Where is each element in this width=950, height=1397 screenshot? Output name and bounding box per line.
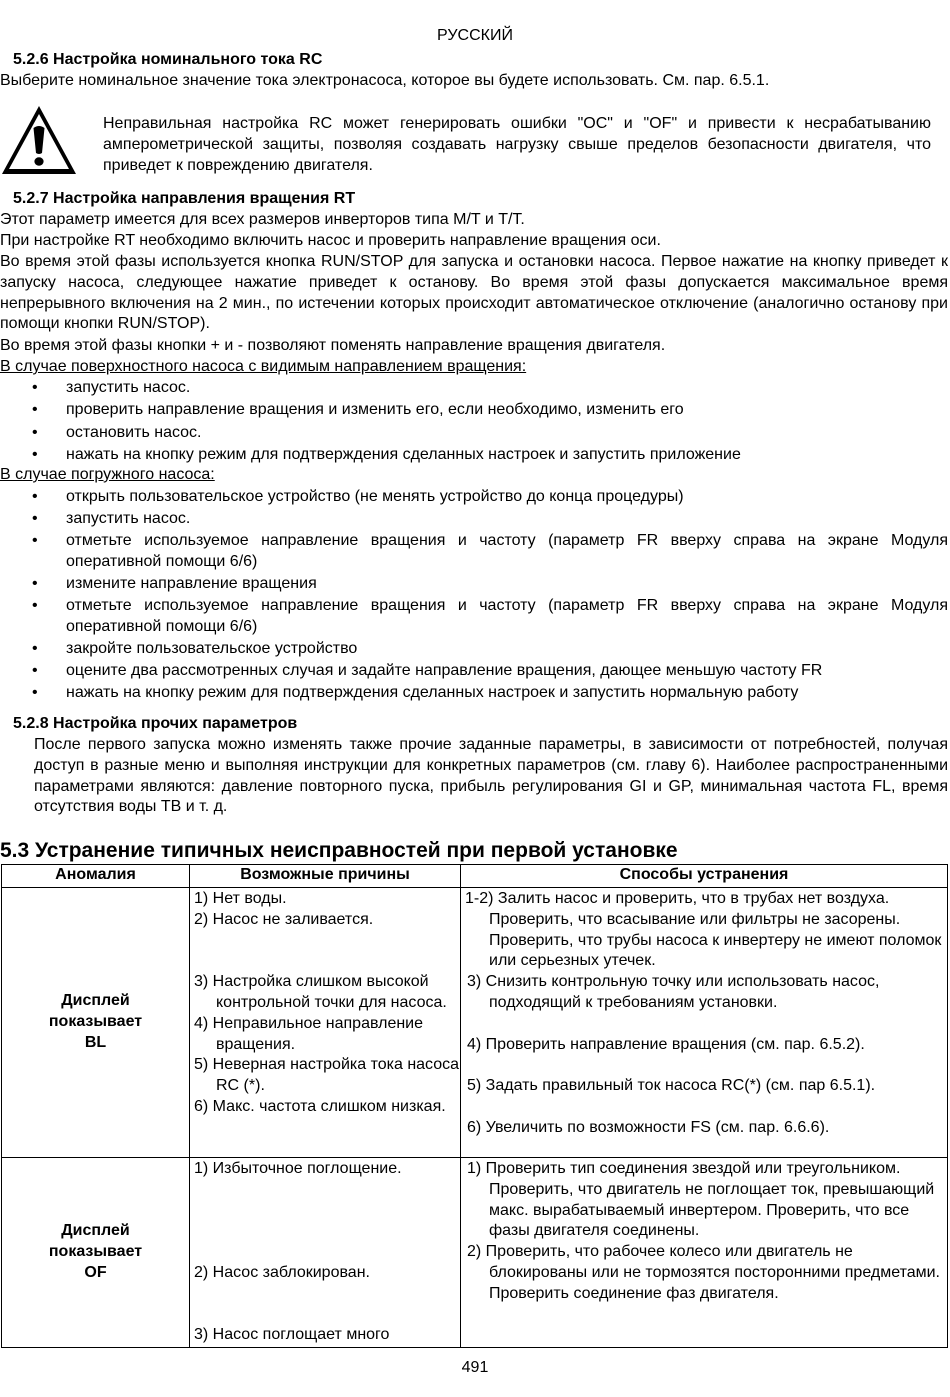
fix-item: 6) Увеличить по возможности FS (см. пар. 6.6.6). (467, 1118, 830, 1136)
section-5-2-7-p1: Этот параметр имеется для всех размеров инверторов типа M/T и T/T. (0, 211, 525, 228)
anomaly-code: BL (84, 1033, 107, 1051)
submersible-pump-list (0, 487, 948, 704)
surface-pump-heading (0, 357, 948, 378)
list-item: • закройте пользовательское устройство (0, 639, 948, 660)
section-5-2-6-title: 5.2.6 Настройка номинального тока RC (13, 51, 323, 68)
anomaly-line: показывает (48, 1243, 143, 1261)
cause-item: 6) Макс. частота слишком низкая. (194, 1097, 446, 1115)
list-item: • проверить направление вращения и изменить его, если необходимо, изменить его (0, 400, 948, 421)
list-item: • отметьте используемое направление вращения и частоту (параметр FR вверху справа на экране Модуля оперативной помощи 6/6) (0, 596, 948, 638)
column-header-fixes: Способы устранения (461, 865, 948, 888)
fix-item: 1-2) Залить насос и проверить, что в трубах нет воздуха. Проверить, что всасывание или фильтры не засорены. Проверить, что трубы насоса к инвертеру не имеют поломок или серьезных утечек. (465, 890, 942, 970)
anomaly-line: показывает (48, 1013, 143, 1031)
fix-item: 1) Проверить тип соединения звездой или треугольником. Проверить, что двигатель не поглощает ток, превышающий макс. вырабатываемый инвертером. Проверить, что все фазы двигателя соединены. (467, 1160, 935, 1240)
list-item: • нажать на кнопку режим для подтверждения сделанных настроек и запустить нормальную работу (0, 683, 948, 704)
anomaly-code: OF (84, 1263, 107, 1281)
list-item: • измените направление вращения (0, 574, 948, 595)
table-row (2, 888, 948, 1158)
cause-item: 1) Избыточное поглощение. (194, 1160, 402, 1177)
cause-item: 1) Нет воды. (194, 890, 287, 907)
list-item: • открыть пользовательское устройство (не менять устройство до конца процедуры) (0, 487, 948, 508)
list-item: • остановить насос. (0, 423, 948, 444)
section-5-2-8-text: После первого запуска можно изменять также прочие заданные параметры, в зависимости от потребностей, получая доступ в разные меню и выполняя инструкции для конкретных параметров (см. главу 6). Наиболее распространенными параметрами являются: давление повторного пуска, прибыль регулирования GI и GP, минимальная частота FL, время отсутствия воды TB и т. д. (34, 736, 948, 816)
cause-item: 3) Насос поглощает много (194, 1326, 390, 1344)
list-item: • отметьте используемое направление вращения и частоту (параметр FR вверху справа на экране Модуля оперативной помощи 6/6) (0, 531, 948, 573)
table-row (2, 1158, 948, 1348)
fixes-cell (461, 1158, 948, 1348)
submersible-pump-heading-text: В случае погружного насоса: (0, 466, 215, 483)
anomaly-line: Дисплей (61, 992, 130, 1010)
list-item: • запустить насос. (0, 378, 948, 399)
cause-item: 5) Неверная настройка тока насоса RC (*). (194, 1056, 460, 1095)
anomaly-cell (2, 888, 190, 1158)
cause-item: 2) Насос заблокирован. (194, 1263, 370, 1281)
warning-text: Неправильная настройка RC может генерировать ошибки "OC" и "OF" и привести к несрабатыванию амперометрической защиты, позволяя создавать нагрузку свыше пределов безопасности двигателя, что приведет к повреждению двигателя. (103, 115, 931, 174)
cause-item: 3) Настройка слишком высокой контрольной точки для насоса. (194, 973, 447, 1011)
section-5-2-7-p4: Во время этой фазы кнопки + и - позволяют поменять направление вращения двигателя. (0, 337, 666, 354)
language-header: РУССКИЙ (437, 27, 513, 44)
warning-triangle-icon (0, 103, 78, 177)
list-item: • запустить насос. (0, 509, 948, 530)
column-header-anomaly: Аномалия (2, 865, 190, 888)
section-5-2-7-title: 5.2.7 Настройка направления вращения RT (13, 190, 356, 207)
troubleshooting-table (1, 864, 948, 1348)
page-number: 491 (461, 1359, 489, 1376)
list-item: • оцените два рассмотренных случая и задайте направление вращения, дающее меньшую частоту FR (0, 661, 948, 682)
causes-cell (190, 1158, 461, 1348)
section-5-2-6-text: Выберите номинальное значение тока электронасоса, которое вы будете использовать. См. пар. 6.5.1. (0, 72, 770, 89)
cause-item: 4) Неправильное направление вращения. (194, 1014, 424, 1053)
section-5-2-8-title: 5.2.8 Настройка прочих параметров (13, 715, 298, 732)
surface-pump-heading-text: В случае поверхностного насоса с видимым направлением вращения: (0, 358, 527, 375)
anomaly-cell (2, 1158, 190, 1348)
fix-item: 2) Проверить, что рабочее колесо или двигатель не блокированы или не тормозятся посторонними предметами. Проверить соединение фаз двигателя. (467, 1243, 940, 1302)
cause-item: 2) Насос не заливается. (194, 910, 374, 928)
fixes-cell (461, 888, 948, 1158)
column-header-causes: Возможные причины (190, 865, 461, 888)
causes-cell (190, 888, 461, 1158)
fix-item: 3) Снизить контрольную точку или использовать насос, подходящий к требованиям установки. (467, 973, 880, 1011)
section-5-3-title: 5.3 Устранение типичных неисправностей при первой установке (0, 839, 678, 862)
fix-item: 5) Задать правильный ток насоса RC(*) (см. пар 6.5.1). (467, 1077, 876, 1095)
anomaly-line: Дисплей (61, 1222, 130, 1240)
section-5-2-7-p3: Во время этой фазы используется кнопка RUN/STOP для запуска и остановки насоса. Первое нажатие на кнопку приведет к запуску насоса, следующее нажатие приведет к останову. Во время этой фазы допускается максимальное время непрерывного включения на 2 мин., по истечении которых происходит автоматическое отключение (аналогично останову при помощи кнопки RUN/STOP). (0, 253, 948, 333)
table-header-row (2, 865, 948, 888)
list-item: • нажать на кнопку режим для подтверждения сделанных настроек и запустить приложение (0, 445, 948, 466)
fix-item: 4) Проверить направление вращения (см. пар. 6.5.2). (467, 1035, 865, 1053)
surface-pump-list (0, 378, 948, 466)
section-5-2-7-p2: При настройке RT необходимо включить насос и проверить направление вращения оси. (0, 232, 661, 249)
submersible-pump-heading (0, 465, 948, 486)
